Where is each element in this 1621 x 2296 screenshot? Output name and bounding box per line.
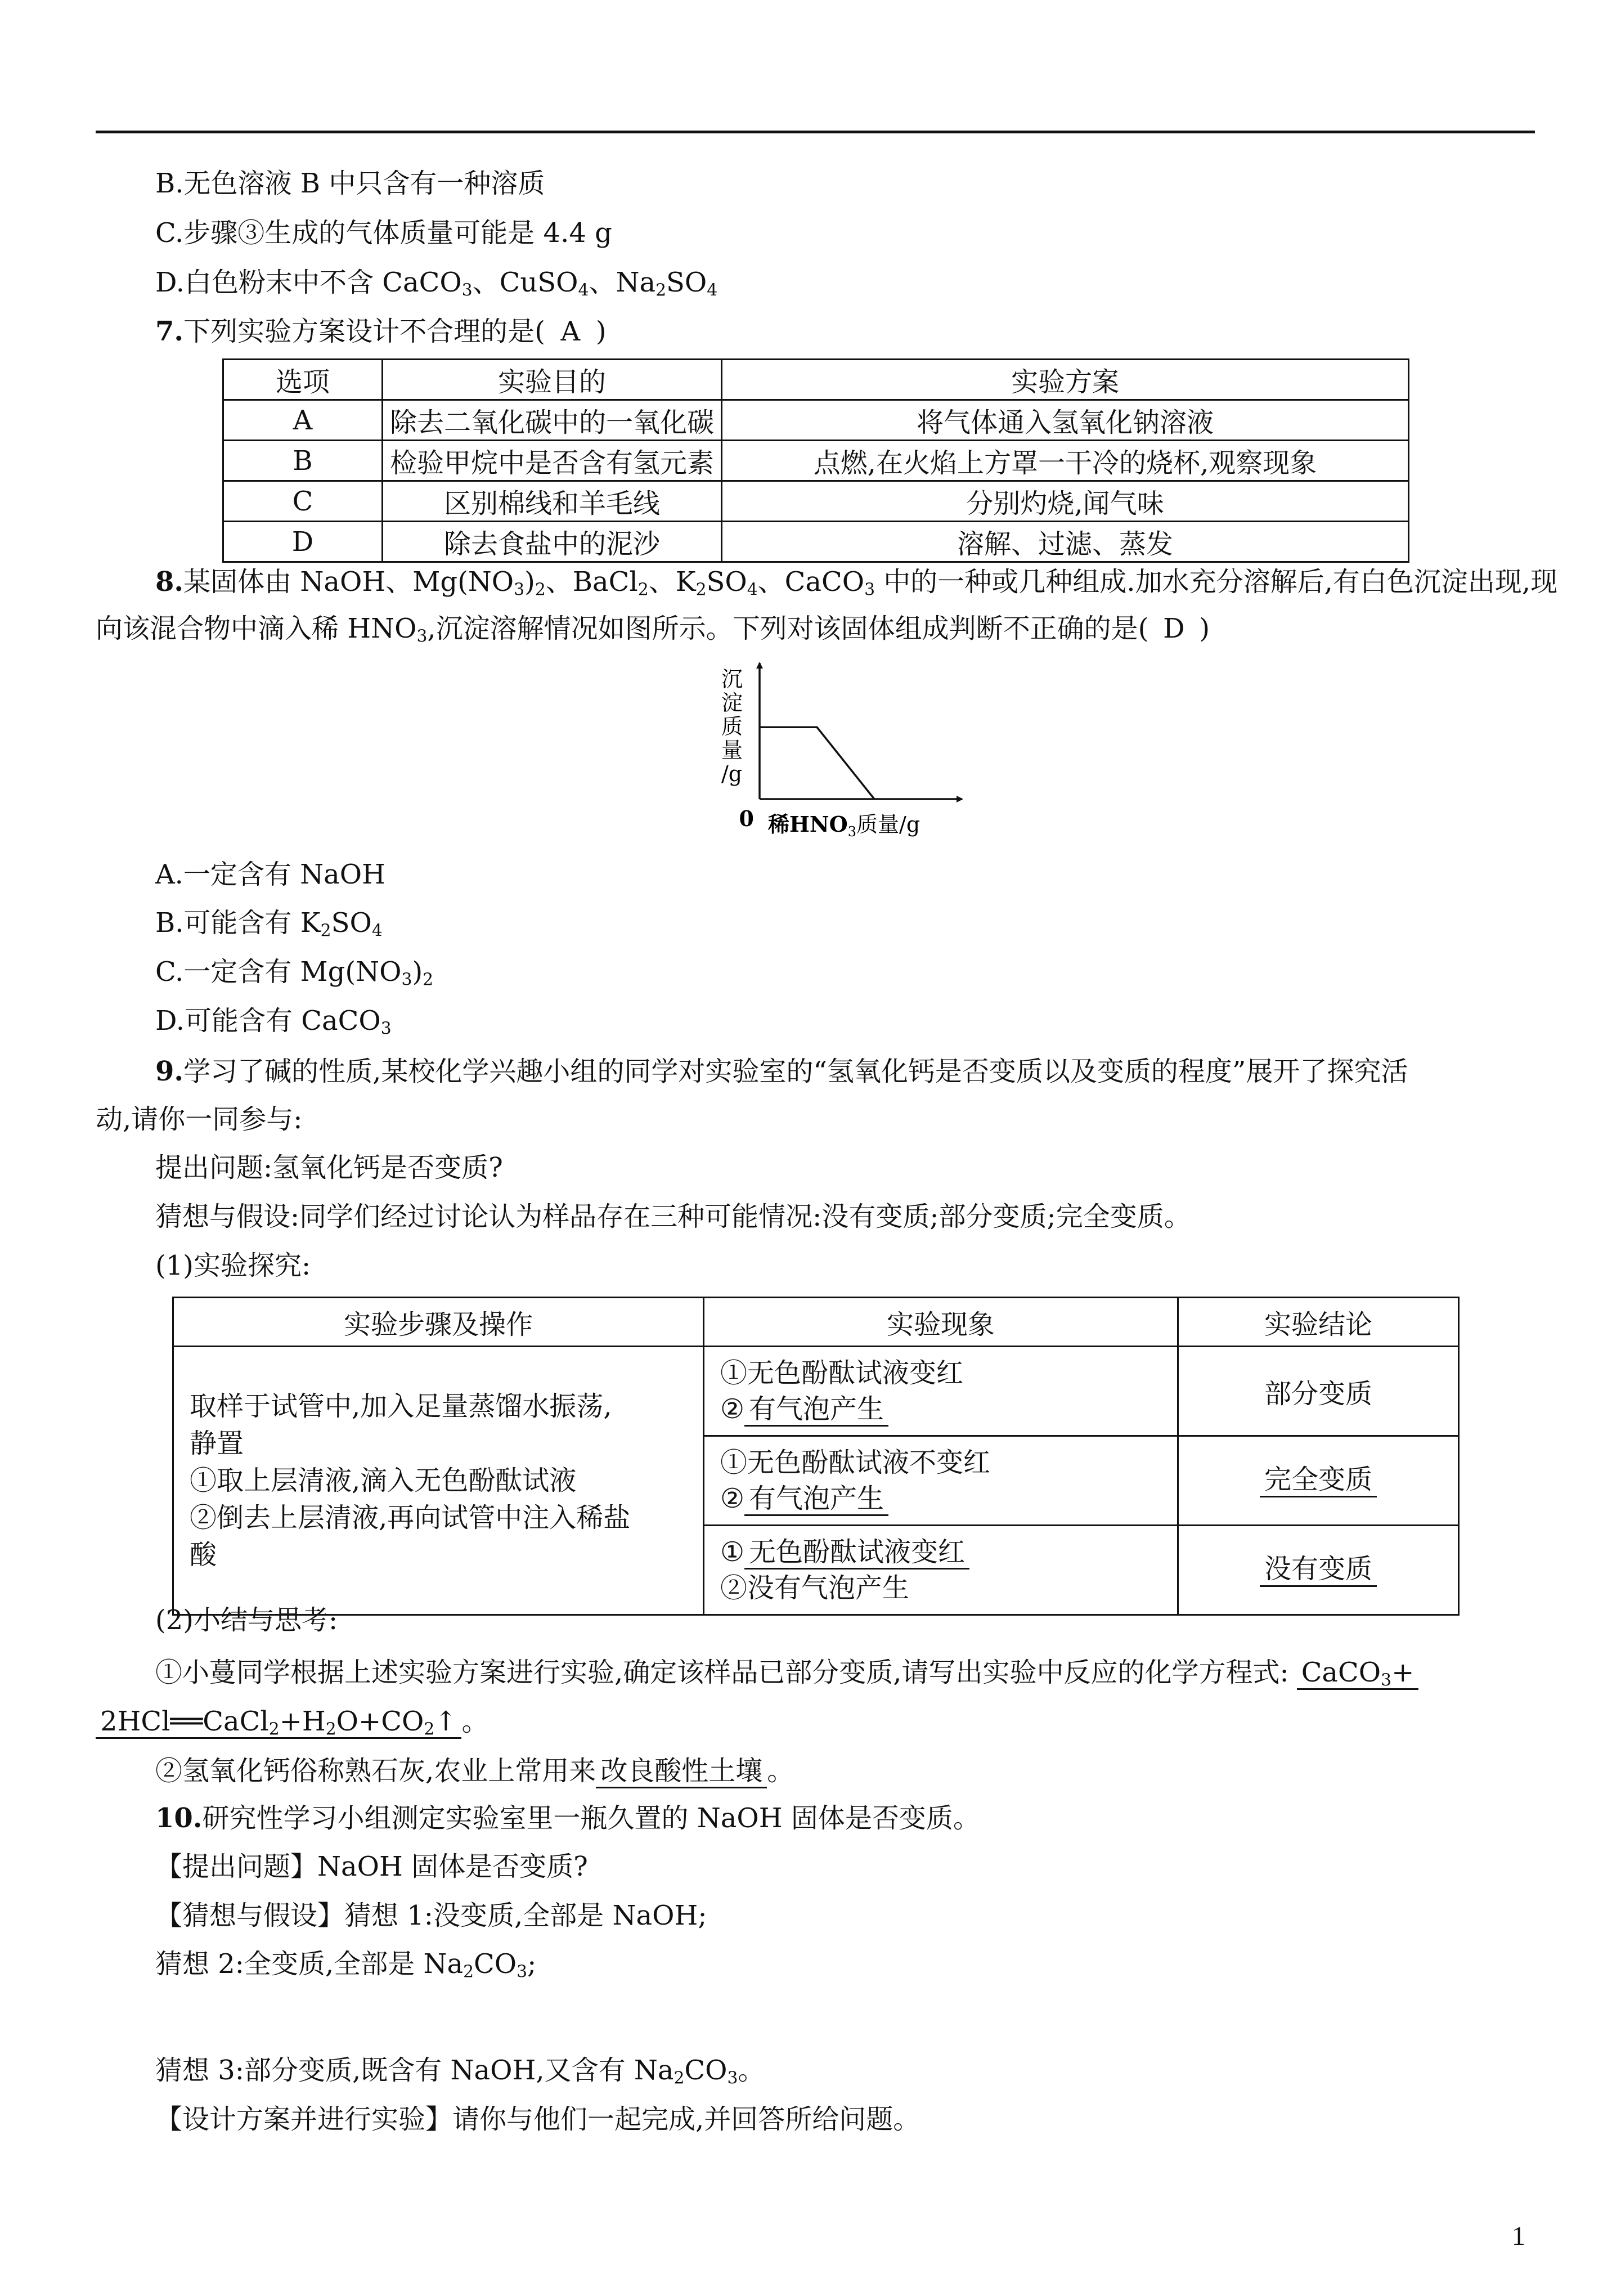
q9-part2-heading: (2)小结与思考: bbox=[155, 1604, 338, 1636]
q9-intro-line1: 9.学习了碱的性质,某校化学兴趣小组的同学对实验室的“氢氧化钙是否变质以及变质的程度”展开了探究活 bbox=[155, 1056, 1408, 1087]
q9-hypothesis: 猜想与假设:同学们经过讨论认为样品存在三种可能情况:没有变质;部分变质;完全变质。 bbox=[155, 1201, 1191, 1232]
q10-intro: 10.研究性学习小组测定实验室里一瓶久置的 NaOH 固体是否变质。 bbox=[155, 1802, 980, 1834]
table-row bbox=[223, 522, 1409, 562]
table-header: 实验方案 bbox=[722, 360, 1409, 400]
answer-blank: 有气泡产生 bbox=[744, 1483, 888, 1516]
procedure-cell bbox=[173, 1347, 704, 1615]
y-label-char: 沉 bbox=[721, 667, 743, 692]
q8-precipitate-chart bbox=[715, 658, 973, 850]
q8-option-c: C.一定含有 $Mg(NO_3)_2$ bbox=[155, 956, 434, 990]
observation-line: ②没有气泡产生 bbox=[720, 1572, 910, 1604]
observation-cell bbox=[704, 1436, 1178, 1526]
y-label-char: 量 bbox=[721, 738, 743, 763]
q8-option-b: B.可能含有 $K_2SO_4$ bbox=[155, 907, 383, 941]
table-cell: 将气体通入氢氧化钠溶液 bbox=[722, 400, 1409, 441]
answer-blank: $2HCl══CaCl_2+H_2O+CO_2↑$ bbox=[96, 1706, 461, 1739]
q8-option-d: D.可能含有 CaCO$_3$ bbox=[155, 1005, 392, 1039]
q9-intro-line2: 动,请你一同参与: bbox=[96, 1104, 303, 1135]
answer-blank: 改良酸性土壤 bbox=[596, 1756, 767, 1788]
table-header: 实验结论 bbox=[1178, 1298, 1459, 1347]
procedure-line: 酸 bbox=[190, 1539, 217, 1571]
conclusion-cell bbox=[1178, 1436, 1459, 1526]
table-row bbox=[173, 1347, 1459, 1436]
page-number: 1 bbox=[1512, 2221, 1525, 2251]
q6-option-c: C.步骤③生成的气体质量可能是 4.4 g bbox=[155, 217, 612, 249]
table-cell: 点燃,在火焰上方罩一干冷的烧杯,观察现象 bbox=[722, 441, 1409, 481]
procedure-line: ①取上层清液,滴入无色酚酞试液 bbox=[190, 1465, 577, 1496]
observation-cell bbox=[704, 1347, 1178, 1436]
procedure-line: 静置 bbox=[190, 1428, 244, 1459]
q9-summary-1: ①小蔓同学根据上述实验方案进行实验,确定该样品已部分变质,请写出实验中反应的化学方程式: CaCO$_3$+ bbox=[155, 1657, 1418, 1690]
origin-label: 0 bbox=[739, 806, 754, 831]
y-label-char: 质 bbox=[721, 714, 743, 739]
table-row bbox=[223, 441, 1409, 481]
table-cell: D bbox=[223, 522, 383, 562]
q7-stem: 7.下列实验方案设计不合理的是( A ) bbox=[155, 316, 607, 347]
table-cell: 除去食盐中的泥沙 bbox=[383, 522, 722, 562]
table-header: 选项 bbox=[223, 360, 383, 400]
observation-line: ①无色酚酞试液不变红 bbox=[720, 1447, 991, 1478]
observation-line: ② 有气泡产生 bbox=[720, 1391, 1161, 1427]
q9-table bbox=[172, 1297, 1460, 1616]
procedure-line: 取样于试管中,加入足量蒸馏水振荡, bbox=[190, 1391, 612, 1422]
q6-option-d: D.白色粉末中不含 CaCO$_3$、CuSO$_4$、$Na_2SO_4$ bbox=[155, 267, 718, 301]
table-cell: 检验甲烷中是否含有氢元素 bbox=[383, 441, 722, 481]
y-label-unit: /g bbox=[721, 761, 743, 786]
table-cell: 溶解、过滤、蒸发 bbox=[722, 522, 1409, 562]
table-cell: A bbox=[223, 400, 383, 441]
table-header-row bbox=[173, 1298, 1459, 1347]
answer-blank: 没有变质 bbox=[1260, 1554, 1377, 1586]
table-header-row bbox=[223, 360, 1409, 400]
observation-cell bbox=[704, 1526, 1178, 1615]
q9-equation-line: $2HCl══CaCl_2+H_2O+CO_2↑$ 。 bbox=[96, 1706, 488, 1739]
q8-stem-line2: 向该混合物中滴入稀 $HNO_3$,沉淀溶解情况如图所示。下列对该固体组成判断不正确的是( D ) bbox=[96, 613, 1210, 647]
q9-question: 提出问题:氢氧化钙是否变质? bbox=[155, 1152, 503, 1183]
q10-guess-1: 【猜想与假设】猜想 1:没变质,全部是 NaOH; bbox=[155, 1900, 707, 1931]
observation-line: ① 无色酚酞试液变红 bbox=[720, 1534, 1161, 1570]
q9-part1-heading: (1)实验探究: bbox=[155, 1250, 311, 1281]
table-cell: 分别灼烧,闻气味 bbox=[722, 481, 1409, 522]
table-header: 实验现象 bbox=[704, 1298, 1178, 1347]
answer-blank: 无色酚酞试液变红 bbox=[744, 1537, 969, 1569]
q9-summary-2: ②氢氧化钙俗称熟石灰,农业上常用来 改良酸性土壤 。 bbox=[155, 1756, 794, 1788]
answer-blank: 有气泡产生 bbox=[744, 1394, 888, 1427]
answer-blank: 完全变质 bbox=[1260, 1464, 1377, 1497]
table-row bbox=[223, 481, 1409, 522]
header-rule bbox=[96, 131, 1535, 133]
conclusion-cell bbox=[1178, 1526, 1459, 1615]
q8-option-a: A.一定含有 NaOH bbox=[155, 859, 386, 890]
q6-option-b: B.无色溶液 B 中只含有一种溶质 bbox=[155, 168, 545, 199]
q7-table bbox=[222, 358, 1409, 563]
q8-stem-line1: 8.某固体由 NaOH、$Mg(NO_3)_2$、BaCl$_2$、$K_2SO_4$、CaCO$_3$ 中的一种或几种组成.加水充分溶解后,有白色沉淀出现,现 bbox=[155, 566, 1558, 600]
table-cell: 区别棉线和羊毛线 bbox=[383, 481, 722, 522]
procedure-line: ②倒去上层清液,再向试管中注入稀盐 bbox=[190, 1502, 631, 1533]
q8-answer: D bbox=[1163, 613, 1185, 644]
table-header: 实验目的 bbox=[383, 360, 722, 400]
series-line bbox=[760, 727, 874, 799]
y-label-char: 淀 bbox=[721, 690, 743, 715]
q10-design: 【设计方案并进行实验】请你与他们一起完成,并回答所给问题。 bbox=[155, 2104, 920, 2135]
table-header: 实验步骤及操作 bbox=[173, 1298, 704, 1347]
table-cell: B bbox=[223, 441, 383, 481]
x-axis-label: 稀$HNO_3$质量/g bbox=[768, 811, 920, 840]
q10-guess-3: 猜想 3:部分变质,既含有 NaOH,又含有 $Na_2CO_3$。 bbox=[155, 2055, 765, 2088]
table-cell: 除去二氧化碳中的一氧化碳 bbox=[383, 400, 722, 441]
conclusion-cell: 部分变质 bbox=[1178, 1347, 1459, 1436]
observation-line: ①无色酚酞试液变红 bbox=[720, 1357, 964, 1389]
q10-question: 【提出问题】NaOH 固体是否变质? bbox=[155, 1851, 588, 1882]
table-cell: C bbox=[223, 481, 383, 522]
q7-answer: A bbox=[560, 316, 581, 347]
table-row bbox=[223, 400, 1409, 441]
observation-line: ② 有气泡产生 bbox=[720, 1481, 1161, 1517]
series-group bbox=[760, 727, 874, 799]
answer-blank: CaCO$_3$+ bbox=[1297, 1657, 1419, 1690]
q10-guess-2: 猜想 2:全变质,全部是 $Na_2CO_3$; bbox=[155, 1948, 537, 1982]
